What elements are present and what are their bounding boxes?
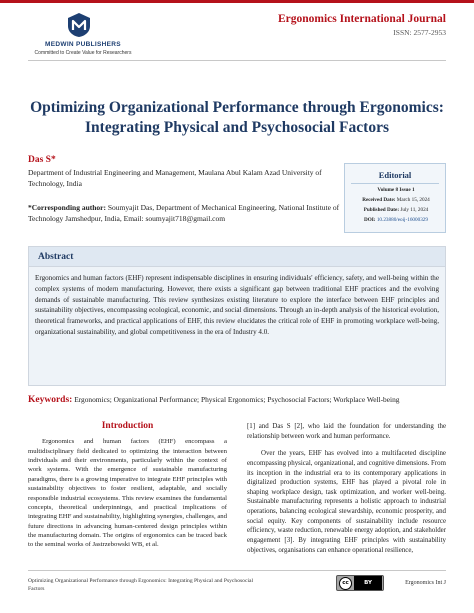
keywords-label: Keywords: — [28, 395, 73, 405]
published-value: July 11, 2024 — [400, 207, 429, 213]
cc-text: cc — [339, 577, 352, 590]
keywords — [28, 395, 446, 405]
abstract-heading: Abstract — [38, 252, 74, 262]
intro-paragraph-2: Over the years, EHF has evolved into a multifaceted discipline encompassing physical, organizational, and cognitive dimensions. From its inception in the industrial era to its contemporary applications in digitalized production systems, EHF has played a pivotal role in shaping workplace design, task optimization, and worker well-being. Sustainable manufacturing represents a holistic approach to industrial operations, balancing ecological stewardship, economic prosperity, and social equity. Key components of sustainability include resource efficiency, waste reduction, renewable energy adoption, and stakeholder engagement [3]. By integrating EHF principles with sustainability objectives, organisations can enhance operational resilience, — [247, 450, 446, 554]
received-value: March 15, 2024 — [396, 197, 430, 203]
top-accent-bar — [0, 0, 474, 3]
journal-name[interactable]: Ergonomics International Journal — [277, 13, 446, 25]
editorial-divider — [351, 183, 439, 184]
publisher-tagline: Committed to Create Value for Researchers — [34, 50, 132, 56]
corresponding-author — [28, 203, 340, 224]
introduction-heading: Introduction — [101, 421, 154, 431]
editorial-box — [344, 163, 446, 233]
doi-link[interactable]: 10.23880/eoij-16000329 — [376, 217, 428, 223]
editorial-received — [349, 197, 443, 204]
publisher-name: MEDWIN PUBLISHERS — [45, 41, 121, 48]
keywords-text: Ergonomics; Organizational Performance; Physical Ergonomics; Psychosocial Factors; Workplace Well-being — [74, 395, 400, 404]
corresponding-label: *Corresponding author: — [28, 203, 106, 212]
received-label: Received Date: — [362, 197, 396, 203]
editorial-volume — [349, 187, 443, 194]
footer-citation: Optimizing Organizational Performance through Ergonomics: Integrating Physical and Psychosocial Factors — [28, 578, 254, 592]
cc-by-license-icon[interactable] — [336, 575, 384, 591]
doi-label: DOI: — [364, 217, 376, 223]
abstract-text: Ergonomics and human factors (EHF) represent indispensable disciplines in ensuring individuals' efficiency, safety, and well-being within the complex systems of modern manufacturing. However, there exists a significant gap between traditional EHF practices and the evolving demands of sustainable manufacturing. This review synthesizes existing literature to explore the interface between EHF principles and sustainability objectives, encompassing ecological, economic, and social dimensions. Through an in-depth analysis of the historical evolution, theoretical frameworks, and practical applications of EHF, this review elucidates the critical role of EHF in promoting workplace well-being, organizational sustainability, and global competitiveness in the era of Industry 4.0. — [35, 274, 439, 336]
published-label: Published Date: — [363, 207, 400, 213]
footer-journal-short: Ergonomics Int J — [405, 580, 446, 586]
author-name: Das S* — [28, 155, 56, 165]
corresponding-text: Soumyajit Das, Department of Mechanical Engineering, National Institute of Technology Jamshedpur, India, Email: soumyajit718@gmail.com — [28, 203, 340, 223]
intro-paragraph-1-continued: [1] and Das S [2], who laid the foundation for understanding the relationship between work and human performance. — [247, 423, 446, 440]
by-text: BY — [354, 576, 382, 590]
abstract-box — [28, 246, 446, 386]
publisher-logo[interactable] — [28, 10, 138, 60]
editorial-doi — [349, 217, 443, 224]
article-title-line-2: Integrating Physical and Psychosocial Factors — [85, 119, 389, 136]
editorial-title: Editorial — [378, 170, 412, 180]
author-affiliation: Department of Industrial Engineering and Management, Maulana Abul Kalam Azad University of Technology, India — [28, 168, 322, 188]
editorial-published — [349, 207, 443, 214]
journal-issn: ISSN: 2577-2953 — [393, 28, 446, 37]
intro-paragraph-1: Ergonomics and human factors (EHF) encompass a multidisciplinary field dedicated to optimizing the interaction between individuals and their environments, particularly within the context of work systems. With the emergence of sustainable manufacturing paradigms, there is a growing imperative to integrate EHF principles with sustainability objectives to foster resilient, adaptable, and socially responsible industrial ecosystems. This review examines the fundamental concepts, theoretical underpinnings, and practical implications of integrating EHF and sustainability, highlighting synergies, challenges, and future directions in advancing human-centered design principles within the manufacturing domain. The origins of ergonomics can be traced back to the seminal works of Jastrzebowski WB, et al. — [28, 438, 227, 549]
article-title-line-1: Optimizing Organizational Performance through Ergonomics: — [30, 99, 444, 116]
intro-right-column — [247, 422, 446, 563]
footer-divider — [28, 570, 446, 571]
intro-left-column — [28, 420, 227, 558]
volume-text: Volume 8 Issue 1 — [377, 187, 415, 193]
medwin-shield-logo-icon — [66, 12, 92, 38]
abstract-header — [29, 247, 445, 267]
header-divider — [28, 60, 446, 61]
article-title — [28, 98, 446, 138]
